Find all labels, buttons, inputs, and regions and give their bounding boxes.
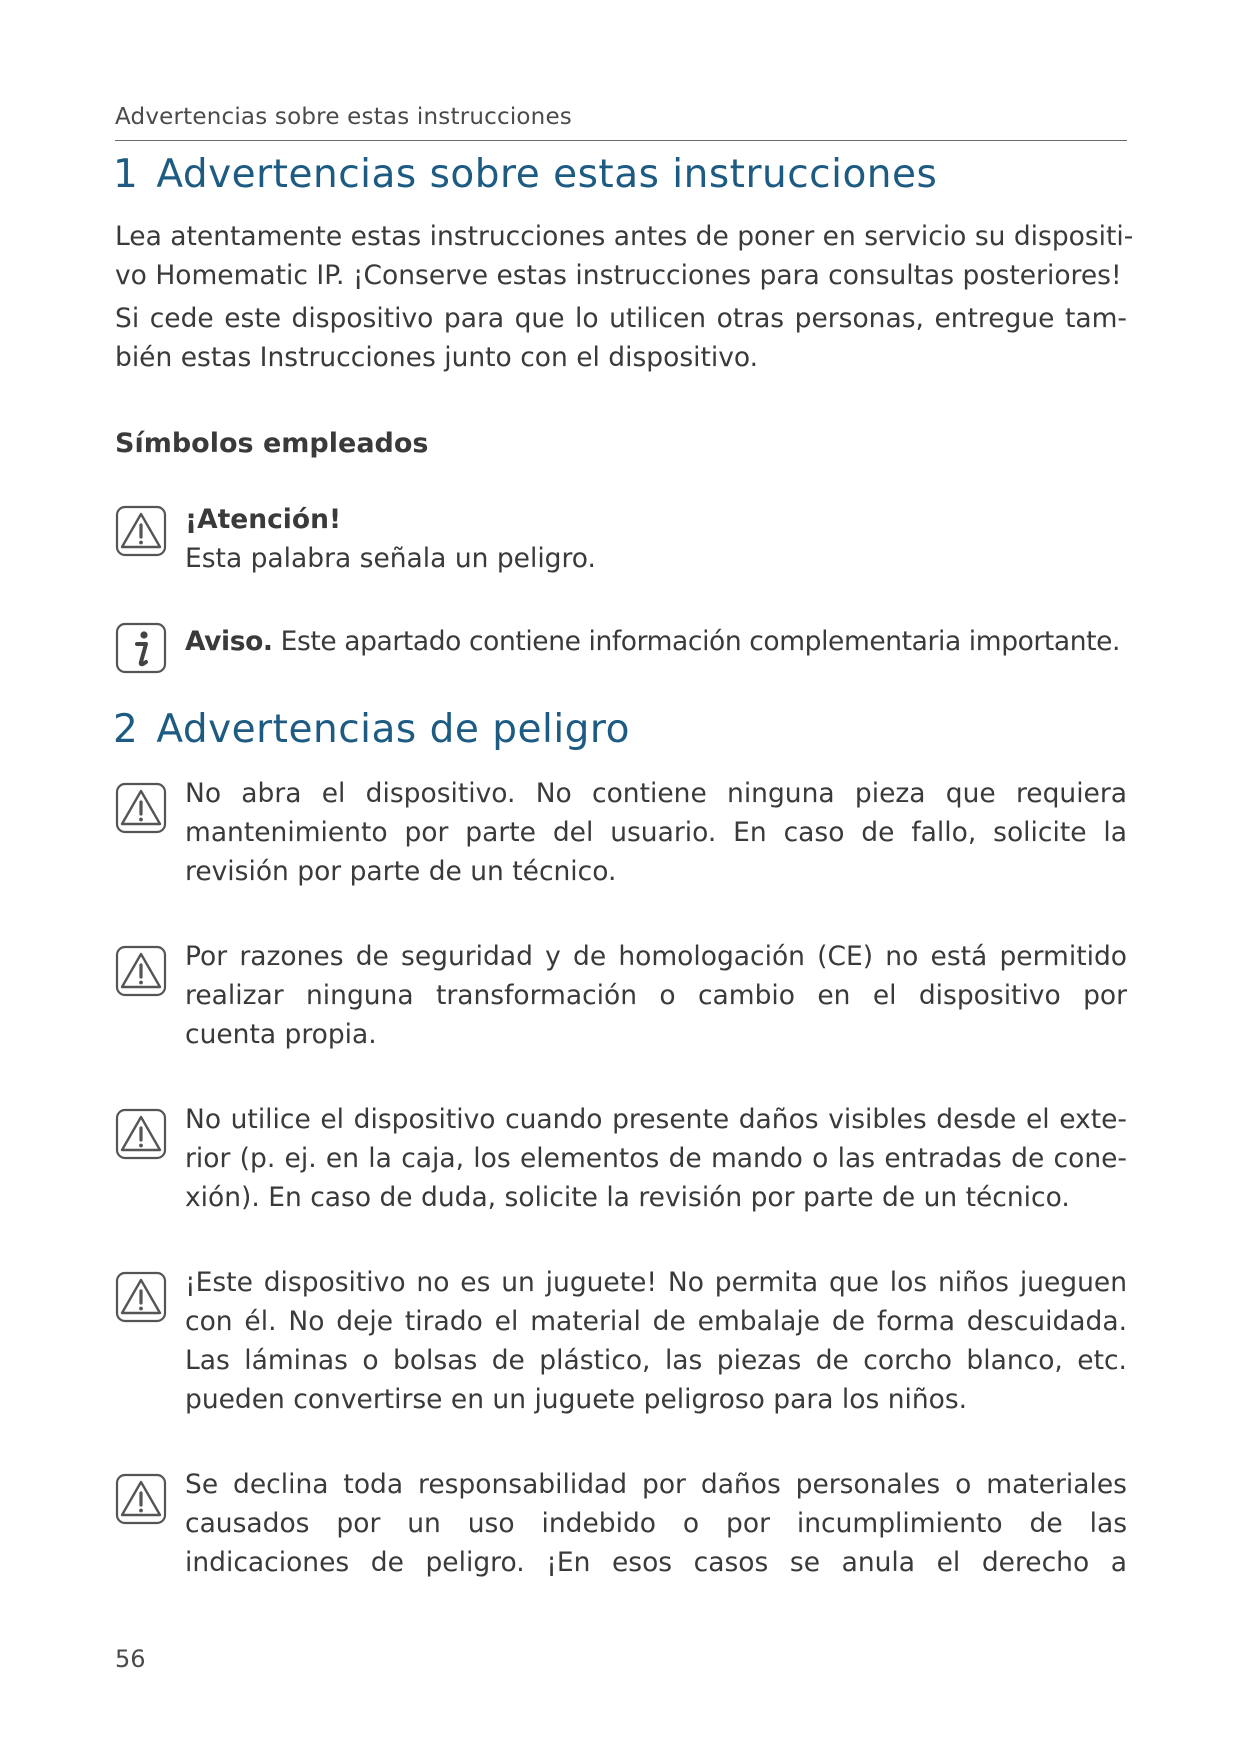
warning-line: ¡Este dispositivo no es un juguete! No permita que los niños jueguen (185, 1267, 1127, 1298)
warning-line: No abra el dispositivo. No contiene ninguna pieza que requiera (185, 778, 1127, 809)
warning-line: rior (p. ej. en la caja, los elementos de mando o las entradas de cone- (185, 1143, 1127, 1174)
warning-item (185, 1465, 1127, 1582)
warning-triangle-icon (115, 1473, 167, 1525)
warning-line: Las láminas o bolsas de plástico, las piezas de corcho blanco, etc. (185, 1345, 1127, 1376)
section-1-number: 1 (113, 152, 139, 197)
warning-item (185, 937, 1127, 1054)
handover-line: bién estas Instrucciones junto con el dispositivo. (115, 342, 759, 373)
warning-triangle-icon (115, 1108, 167, 1160)
handover-paragraph (115, 299, 1127, 377)
handover-line: Si cede este dispositivo para que lo utilicen otras personas, entregue tam- (115, 303, 1127, 334)
warning-triangle-icon (115, 782, 167, 834)
warning-line: realizar ninguna transformación o cambio en el dispositivo por (185, 980, 1127, 1011)
symbols-heading: Símbolos empleados (115, 428, 429, 459)
warning-triangle-icon (115, 505, 167, 557)
intro-line: Lea atentamente estas instrucciones antes de poner en servicio su dispositi- (115, 221, 1134, 252)
attention-title: ¡Atención! (185, 504, 342, 535)
section-1-title: Advertencias sobre estas instrucciones (156, 152, 938, 197)
warning-line: causados por un uso indebido o por incumplimiento de las (185, 1508, 1127, 1539)
notice-label: Aviso. (185, 626, 273, 657)
warning-item (185, 774, 1127, 891)
section-2-title: Advertencias de peligro (156, 707, 630, 752)
notice-symbol-entry (185, 622, 1127, 661)
warning-line: pueden convertirse en un juguete peligroso para los niños. (185, 1384, 968, 1415)
intro-paragraph (115, 217, 1134, 295)
warning-triangle-icon (115, 1271, 167, 1323)
warning-line: con él. No deje tirado el material de embalaje de forma descuidada. (185, 1306, 1127, 1337)
warning-line: Se declina toda responsabilidad por daños personales o materiales (185, 1469, 1127, 1500)
section-1-heading (113, 152, 937, 197)
notice-text: Este apartado contiene información complementaria importante. (280, 626, 1121, 657)
section-2-heading (113, 707, 630, 752)
intro-line: vo Homematic IP. ¡Conserve estas instrucciones para consultas posteriores! (115, 260, 1122, 291)
warning-item (185, 1263, 1127, 1419)
warning-line: revisión por parte de un técnico. (185, 856, 617, 887)
running-header: Advertencias sobre estas instrucciones (115, 104, 572, 130)
warning-line: xión). En caso de duda, solicite la revisión por parte de un técnico. (185, 1182, 1070, 1213)
warning-line: Por razones de seguridad y de homologación (CE) no está permitido (185, 941, 1127, 972)
info-icon (115, 622, 167, 674)
section-2-number: 2 (113, 707, 139, 752)
attention-text: Esta palabra señala un peligro. (185, 543, 596, 574)
warning-item (185, 1100, 1127, 1217)
attention-symbol-entry (185, 500, 1127, 578)
warning-line: indicaciones de peligro. ¡En esos casos se anula el derecho a (185, 1547, 1127, 1578)
warning-line: cuenta propia. (185, 1019, 377, 1050)
page-number: 56 (115, 1645, 146, 1673)
warning-line: mantenimiento por parte del usuario. En caso de fallo, solicite la (185, 817, 1127, 848)
warning-line: No utilice el dispositivo cuando presente daños visibles desde el exte- (185, 1104, 1127, 1135)
header-divider (115, 140, 1127, 141)
warning-triangle-icon (115, 945, 167, 997)
